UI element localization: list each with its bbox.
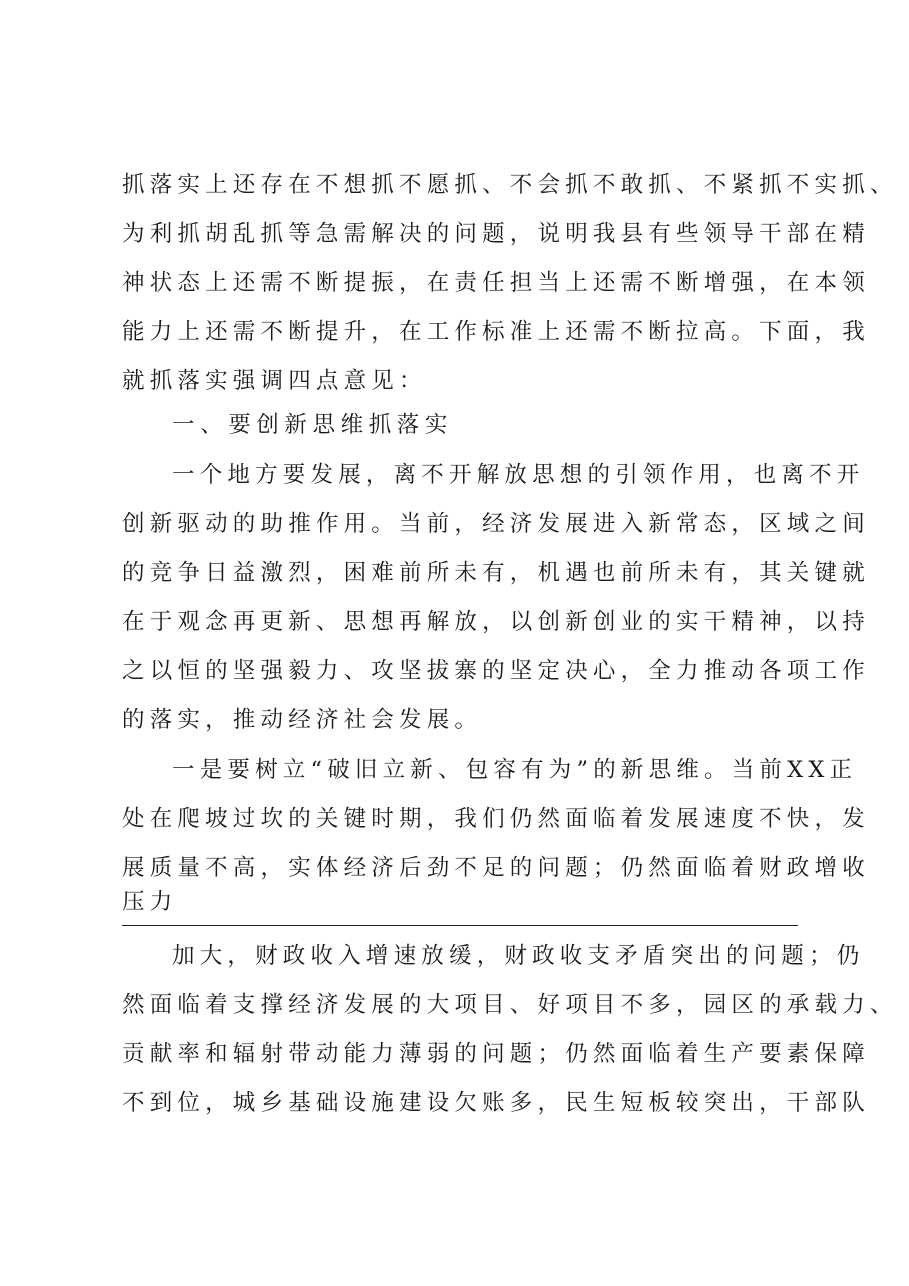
body-text-line: 一个地方要发展，离不开解放思想的引领作用，也离不开 — [172, 462, 865, 488]
body-text-line: 贡献率和辐射带动能力薄弱的问题；仍然面临着生产要素保障 — [122, 1041, 870, 1067]
body-text-line: 创新驱动的助推作用。当前，经济发展进入新常态，区域之间 — [122, 511, 870, 537]
body-text-line: 处在爬坡过坎的关键时期，我们仍然面临着发展速度不快，发 — [122, 806, 870, 832]
body-text-line: 压力 — [122, 889, 178, 915]
body-text-line: 不到位，城乡基础设施建设欠账多，民生短板较突出，干部队 — [122, 1090, 870, 1116]
body-text-line: 的落实，推动经济社会发展。 — [122, 707, 483, 733]
body-text-line: 就抓落实强调四点意见： — [122, 368, 427, 394]
body-text-line: 加大，财政收入增速放缓，财政收支矛盾突出的问题；仍 — [172, 943, 865, 969]
body-text-line: 神状态上还需不断提振，在责任担当上还需不断增强，在本领 — [122, 270, 870, 296]
body-text-line: 展质量不高，实体经济后劲不足的问题；仍然面临着财政增收 — [122, 855, 870, 881]
body-text-line: 然面临着支撑经济发展的大项目、好项目不多，园区的承载力、 — [122, 992, 898, 1018]
body-text-line: 抓落实上还存在不想抓不愿抓、不会抓不敢抓、不紧抓不实抓、 — [122, 172, 898, 198]
body-text-line: 一是要树立“破旧立新、包容有为”的新思维。当前XX正 — [172, 757, 858, 783]
body-text-line: 的竞争日益激烈，困难前所未有，机遇也前所未有，其关键就 — [122, 560, 870, 586]
section-heading: 一、要创新思维抓落实 — [172, 412, 454, 438]
body-text-line: 之以恒的坚强毅力、攻坚拔寨的坚定决心，全力推动各项工作 — [122, 658, 870, 684]
body-text-line: 在于观念再更新、思想再解放，以创新创业的实干精神，以持 — [122, 609, 870, 635]
page-break-rule — [122, 925, 798, 926]
body-text-line: 能力上还需不断提升，在工作标准上还需不断拉高。下面，我 — [122, 319, 870, 345]
body-text-line: 为利抓胡乱抓等急需解决的问题，说明我县有些领导干部在精 — [122, 221, 870, 247]
